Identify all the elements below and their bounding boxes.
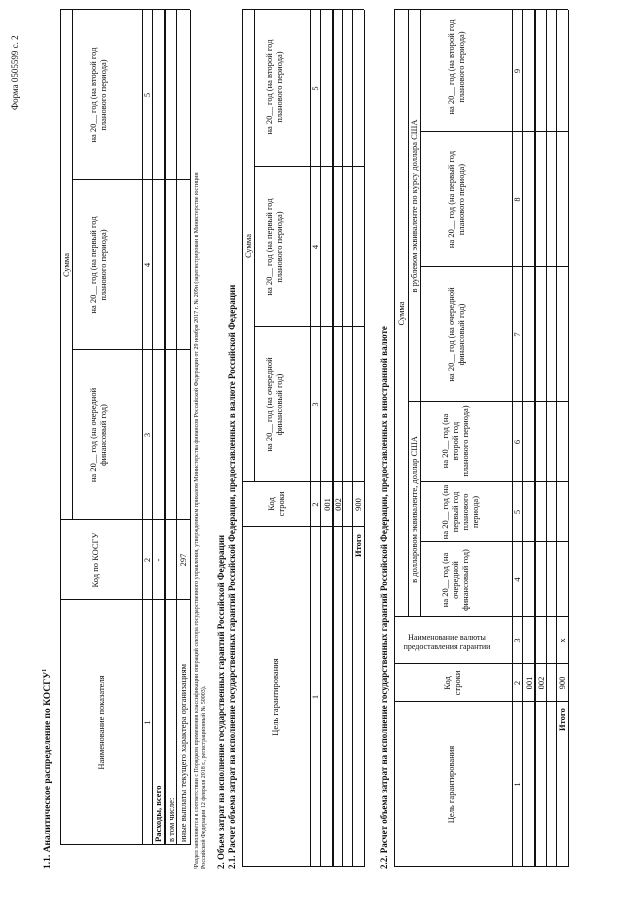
total-label: Итого <box>353 534 363 557</box>
row-code-002: 002 <box>536 676 546 690</box>
table-1-1 <box>60 10 190 845</box>
col-usd-year2: на 20__ год (на первый год планового периода) <box>440 484 480 540</box>
col-year1: на 20__ год (на очередной финансовый год) <box>88 387 108 483</box>
col-usd-year1: на 20__ год (на очередной финансовый год) <box>440 549 470 611</box>
col-rub-year1: на 20__ год (на очередной финансовый год) <box>446 287 466 382</box>
col-rub: в рублевом эквиваленте по курсу доллара США <box>409 119 419 293</box>
section-1-1-title: 1.1. Аналитическое распределение по КОСГУ$^1$ <box>42 668 54 869</box>
col-num-7: 7 <box>512 332 522 337</box>
total-code: 900 <box>557 676 567 690</box>
col-num-3: 3 <box>142 432 152 438</box>
col-kosgu: Код по КОСГУ <box>90 532 100 588</box>
col-num-3: 3 <box>512 638 522 643</box>
col-num-5: 5 <box>310 86 320 91</box>
col-num-2: 2 <box>512 680 522 686</box>
col-purpose: Цель гарантирования <box>270 658 280 736</box>
col-year2: на 20__ год (на первый год планового периода) <box>264 198 284 296</box>
col-num-4: 4 <box>310 244 320 250</box>
footnote: ¹Раздел заполняется в соответствии с Порядком применения классификации операций сектора государственного управления, утвержденным приказом Министерства финансов Российской Федерации от 29 ноября 2017 г. № 209н (зарегистрирован в Министерстве юстиции Российской Федерации 12 февраля 2018 г., регистрационный № 50003). <box>194 172 207 869</box>
col-year3: на 20__ год (на второй год планового периода) <box>264 39 284 135</box>
col-num-2: 2 <box>142 557 152 563</box>
col-num-4: 4 <box>512 577 522 582</box>
col-currency: Наименование валюты предоставления гарантии <box>403 633 491 651</box>
row-code-001: 001 <box>322 498 332 511</box>
col-name: Наименование показателя <box>96 675 106 770</box>
section-2-title: 2. Объем затрат на исполнение государственных гарантий Российской Федерации <box>216 534 226 869</box>
row-total-name: Расходы, всего <box>153 785 163 842</box>
col-num-5: 5 <box>512 509 522 515</box>
col-num-8: 8 <box>512 197 522 202</box>
total-currency: x <box>557 638 567 643</box>
col-usd: в долларовом эквиваленте, доллар США <box>409 436 419 583</box>
total-code: 900 <box>353 498 363 511</box>
table-2-1 <box>242 10 364 867</box>
col-usd-year3: на 20__ год (на второй год планового периода) <box>440 405 470 477</box>
row-total-code: - <box>153 558 163 562</box>
total-label: Итого <box>557 708 567 731</box>
col-year3: на 20__ год (на второй год планового периода) <box>88 47 108 143</box>
col-num-6: 6 <box>512 439 522 445</box>
section-2-1-title: 2.1. Расчет объема затрат на исполнение государственных гарантий Российской Федерации, предоставленных в валюте Российской Федерации <box>227 284 237 869</box>
row-other-name: иные выплаты текущего характера организациям <box>178 664 188 842</box>
section-2-2-title: 2.2. Расчет объема затрат на исполнение государственных гарантий Российской Федерации, предоставленных в иностранной валюте <box>379 326 389 869</box>
col-num-3: 3 <box>310 402 320 407</box>
col-num-1: 1 <box>512 782 522 787</box>
row-code-001: 001 <box>524 676 534 690</box>
col-rub-year3: на 20__ год (на второй год планового периода) <box>446 19 466 115</box>
col-num-1: 1 <box>310 694 320 700</box>
table-2-2 <box>394 10 568 867</box>
col-year2: на 20__ год (на первый год планового периода) <box>88 216 108 314</box>
form-label: Форма 0505599 с. 2 <box>10 35 20 110</box>
col-rub-year2: на 20__ год (на первый год планового периода) <box>446 150 466 249</box>
col-num-1: 1 <box>142 720 152 725</box>
col-sum: Сумма <box>243 233 253 259</box>
col-num-4: 4 <box>142 262 152 268</box>
row-incl-name: в том числе: <box>166 797 176 842</box>
col-num-9: 9 <box>512 68 522 74</box>
col-purpose: Цель гарантирования <box>446 745 456 824</box>
col-sum: Сумма <box>396 301 406 326</box>
col-sum: Сумма <box>61 252 71 278</box>
col-code: Код строки <box>442 670 462 696</box>
row-code-002: 002 <box>333 498 343 511</box>
col-year1: на 20__ год (на очередной финансовый год) <box>264 357 284 452</box>
col-num-5: 5 <box>142 92 152 98</box>
col-num-2: 2 <box>310 502 320 507</box>
col-code: Код строки <box>266 491 286 517</box>
row-other-code: 297 <box>178 553 188 567</box>
